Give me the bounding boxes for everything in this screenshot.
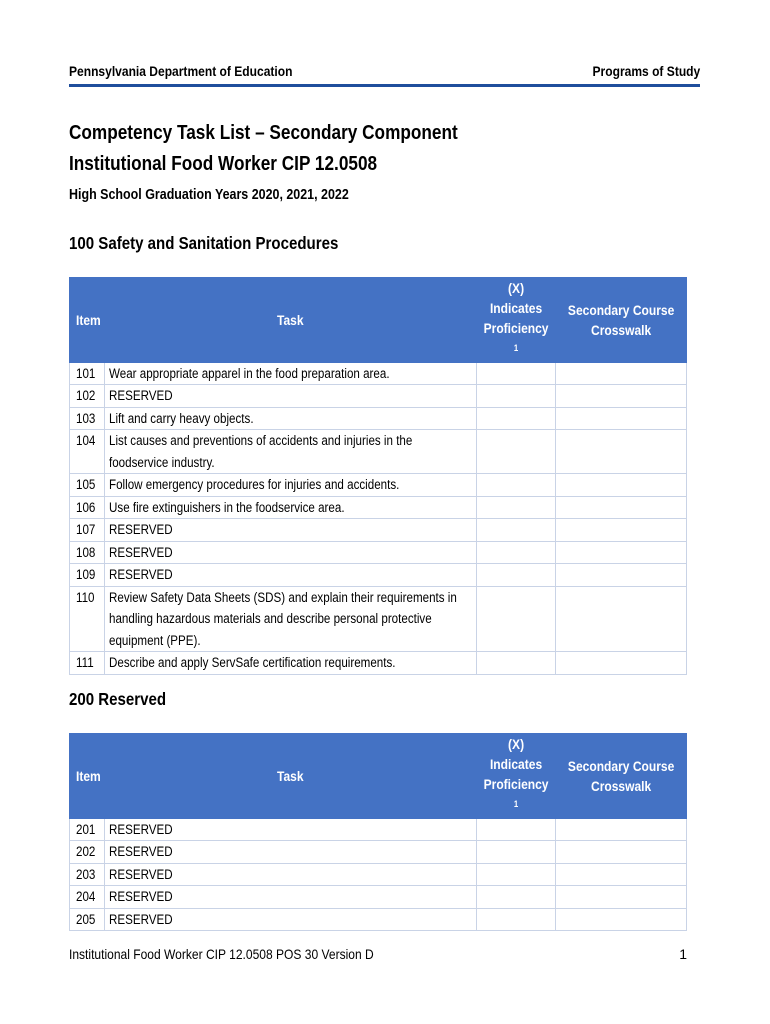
crosswalk-cell <box>555 818 686 841</box>
proficiency-cell <box>476 652 555 675</box>
proficiency-cell <box>476 474 555 497</box>
task-table-200 <box>69 733 687 931</box>
item-number: 104 <box>70 430 105 474</box>
proficiency-cell <box>476 908 555 931</box>
proficiency-cell <box>476 586 555 652</box>
table-row <box>70 519 687 542</box>
crosswalk-cell <box>555 652 686 675</box>
page-number: 1 <box>679 946 687 962</box>
proficiency-cell <box>476 841 555 864</box>
table-row <box>70 362 687 385</box>
proficiency-cell <box>476 362 555 385</box>
proficiency-cell <box>476 886 555 909</box>
task-description: Use fire extinguishers in the foodservice area. <box>105 496 477 519</box>
item-number: 107 <box>70 519 105 542</box>
document-title: Competency Task List – Secondary Component <box>69 122 458 144</box>
header-organization: Pennsylvania Department of Education <box>69 63 293 79</box>
table-header-row <box>70 278 687 363</box>
proficiency-cell <box>476 496 555 519</box>
task-description: RESERVED <box>105 519 477 542</box>
task-description: RESERVED <box>105 385 477 408</box>
section-title-100: 100 Safety and Sanitation Procedures <box>69 233 339 253</box>
item-number: 101 <box>70 362 105 385</box>
item-number: 203 <box>70 863 105 886</box>
header-section: Programs of Study <box>592 63 701 79</box>
section-title-200: 200 Reserved <box>69 689 167 709</box>
crosswalk-cell <box>555 564 686 587</box>
crosswalk-cell <box>555 519 686 542</box>
task-description: RESERVED <box>105 564 477 587</box>
proficiency-cell <box>476 385 555 408</box>
task-description: RESERVED <box>105 863 477 886</box>
table-row <box>70 586 687 652</box>
task-description: Follow emergency procedures for injuries and accidents. <box>105 474 477 497</box>
item-number: 205 <box>70 908 105 931</box>
task-description: List causes and preventions of accidents and injuries in the foodservice industry. <box>105 430 477 474</box>
column-header-task: Task <box>105 734 477 819</box>
table-row <box>70 474 687 497</box>
crosswalk-cell <box>555 541 686 564</box>
table-row <box>70 863 687 886</box>
table-row <box>70 430 687 474</box>
item-number: 103 <box>70 407 105 430</box>
column-header-item: Item <box>70 734 105 819</box>
task-description: Lift and carry heavy objects. <box>105 407 477 430</box>
item-number: 201 <box>70 818 105 841</box>
table-row <box>70 564 687 587</box>
footer-document-info: Institutional Food Worker CIP 12.0508 POS 30 Version D <box>69 946 374 962</box>
table-row <box>70 818 687 841</box>
proficiency-cell <box>476 407 555 430</box>
table-row <box>70 385 687 408</box>
crosswalk-cell <box>555 385 686 408</box>
item-number: 202 <box>70 841 105 864</box>
task-table-100 <box>69 277 687 675</box>
proficiency-cell <box>476 541 555 564</box>
graduation-years: High School Graduation Years 2020, 2021, 2022 <box>69 187 349 203</box>
crosswalk-cell <box>555 362 686 385</box>
task-description: RESERVED <box>105 886 477 909</box>
table-row <box>70 886 687 909</box>
table-row <box>70 841 687 864</box>
crosswalk-cell <box>555 407 686 430</box>
column-header-proficiency: (X) Indicates Proficiency $^1$ <box>476 278 555 363</box>
item-number: 204 <box>70 886 105 909</box>
item-number: 105 <box>70 474 105 497</box>
column-header-crosswalk: Secondary Course Crosswalk <box>555 734 686 819</box>
item-number: 102 <box>70 385 105 408</box>
program-title: Institutional Food Worker CIP 12.0508 <box>69 153 378 175</box>
table-row <box>70 652 687 675</box>
column-header-task: Task <box>105 278 477 363</box>
proficiency-cell <box>476 863 555 886</box>
crosswalk-cell <box>555 841 686 864</box>
proficiency-cell <box>476 519 555 542</box>
crosswalk-cell <box>555 586 686 652</box>
crosswalk-cell <box>555 496 686 519</box>
column-header-item: Item <box>70 278 105 363</box>
task-description: RESERVED <box>105 541 477 564</box>
crosswalk-cell <box>555 474 686 497</box>
crosswalk-cell <box>555 430 686 474</box>
table-row <box>70 407 687 430</box>
proficiency-cell <box>476 564 555 587</box>
proficiency-cell <box>476 818 555 841</box>
table-row <box>70 541 687 564</box>
crosswalk-cell <box>555 886 686 909</box>
item-number: 106 <box>70 496 105 519</box>
table-header-row <box>70 734 687 819</box>
task-description: Review Safety Data Sheets (SDS) and explain their requirements in handling hazardous materials and describe personal protective equipment (PPE). <box>105 586 477 652</box>
item-number: 108 <box>70 541 105 564</box>
item-number: 110 <box>70 586 105 652</box>
table-row <box>70 908 687 931</box>
task-description: RESERVED <box>105 818 477 841</box>
item-number: 109 <box>70 564 105 587</box>
crosswalk-cell <box>555 863 686 886</box>
crosswalk-cell <box>555 908 686 931</box>
header-rule <box>69 84 700 87</box>
task-description: Wear appropriate apparel in the food preparation area. <box>105 362 477 385</box>
proficiency-cell <box>476 430 555 474</box>
task-description: Describe and apply ServSafe certification requirements. <box>105 652 477 675</box>
item-number: 111 <box>70 652 105 675</box>
task-description: RESERVED <box>105 908 477 931</box>
column-header-proficiency: (X) Indicates Proficiency $^1$ <box>476 734 555 819</box>
page-header <box>69 63 700 83</box>
table-row <box>70 496 687 519</box>
column-header-crosswalk: Secondary Course Crosswalk <box>555 278 686 363</box>
task-description: RESERVED <box>105 841 477 864</box>
